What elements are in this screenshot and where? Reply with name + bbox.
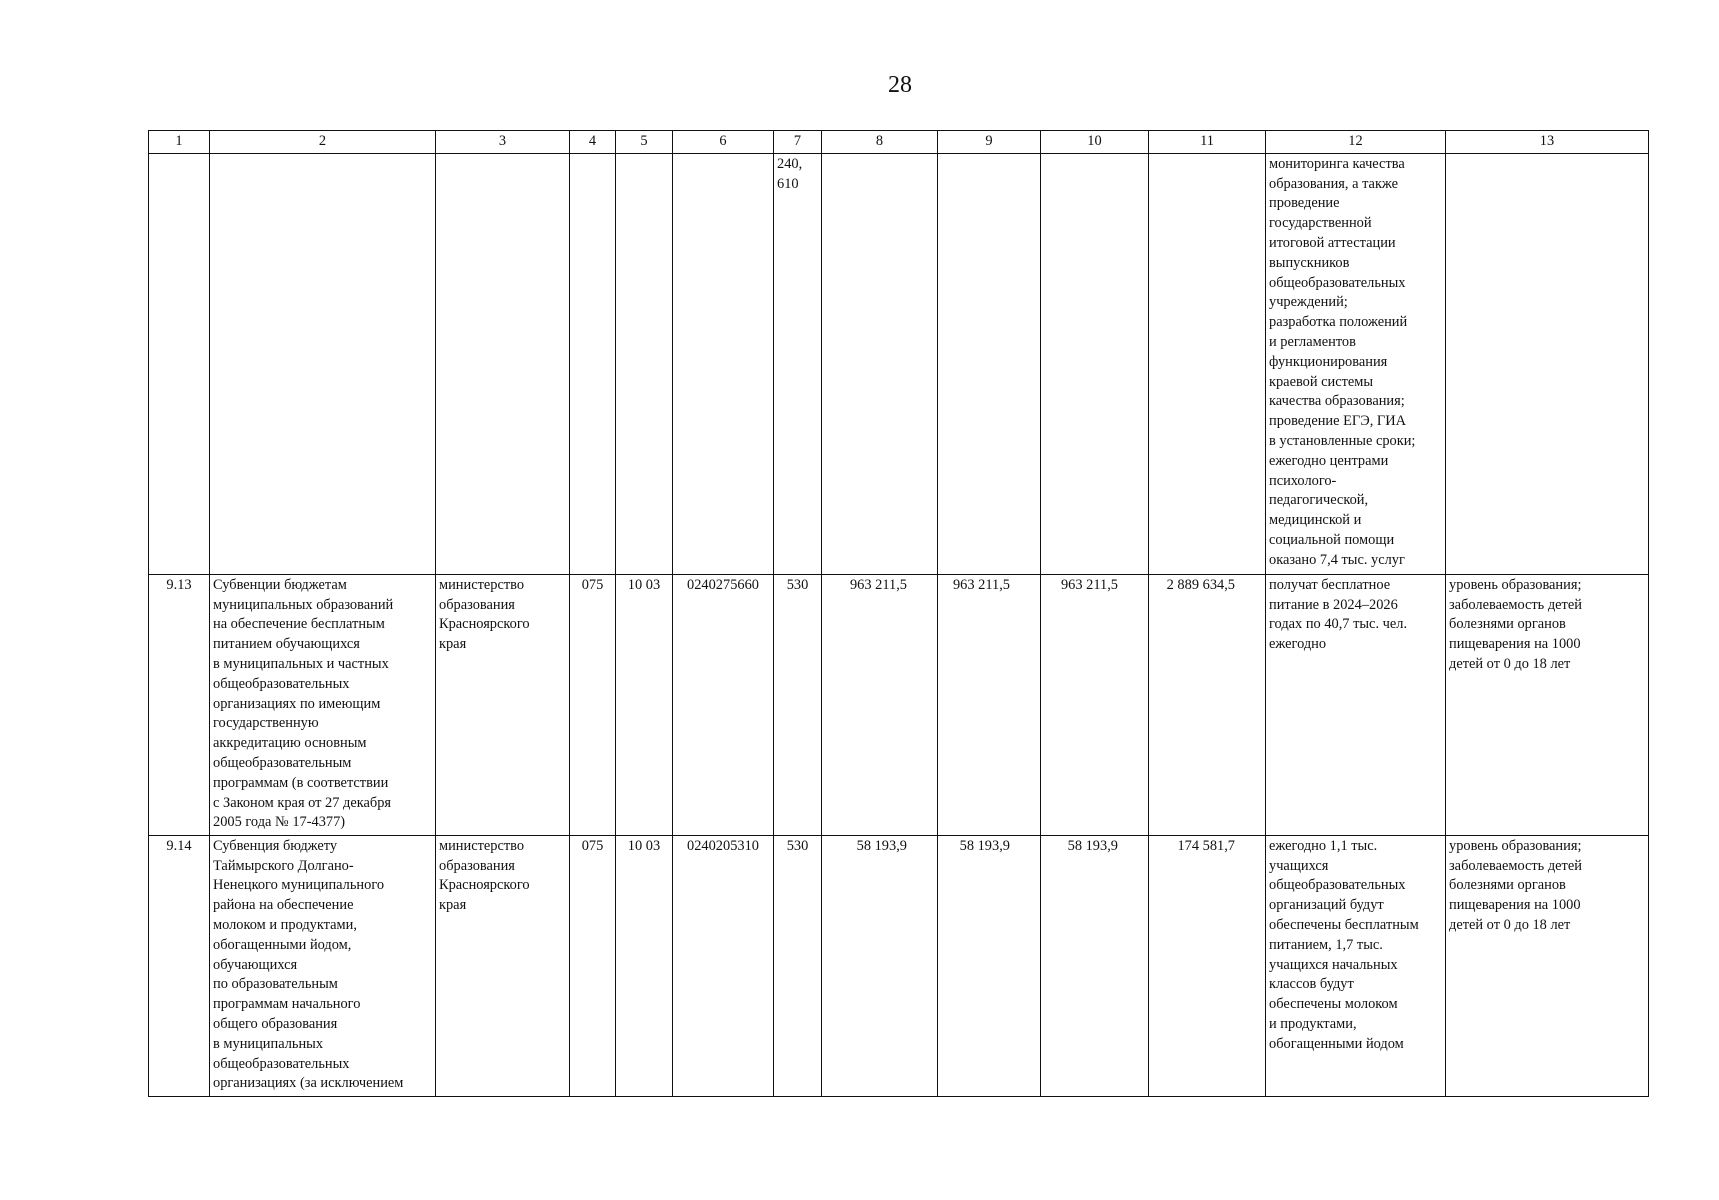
column-number-header: 12 (1266, 131, 1446, 154)
cell-amount-total: 174 581,7 (1149, 835, 1266, 1096)
table-row (149, 574, 1649, 835)
cell-code-section: 10 03 (616, 574, 673, 835)
cell-expense-type-codes: 240, 610 (774, 153, 822, 574)
column-number-header: 11 (1149, 131, 1266, 154)
column-number-header: 6 (673, 131, 774, 154)
column-number-header: 4 (570, 131, 616, 154)
cell-empty (436, 153, 570, 574)
cell-amount-2026: 963 211,5 (1041, 574, 1149, 835)
cell-empty (149, 153, 210, 574)
cell-expected-result: мониторинга качества образования, а также проведение государственной итоговой аттестации выпускников общеобразовательных учреждений; разработка положений и регламентов функционирования краевой системы качества образования; проведение ЕГЭ, ГИА в установленные сроки; ежегодно центрами психолого- педагогической, медицинской и социальной помощи оказано 7,4 тыс. услуг (1266, 153, 1446, 574)
cell-code-expense-type: 530 (774, 835, 822, 1096)
cell-code-grbs: 075 (570, 835, 616, 1096)
cell-activity-name: Субвенции бюджетам муниципальных образований на обеспечение бесплатным питанием обучающихся в муниципальных и частных общеобразовательных организациях по имеющим государственную аккредитацию основным общеобразовательным программам (в соответствии с Законом края от 27 декабря 2005 года № 17-4377) (210, 574, 436, 835)
cell-empty (1149, 153, 1266, 574)
cell-item-number: 9.13 (149, 574, 210, 835)
cell-code-target: 0240275660 (673, 574, 774, 835)
column-number-header: 13 (1446, 131, 1649, 154)
cell-administrator: министерство образования Красноярского края (436, 835, 570, 1096)
cell-amount-2024: 963 211,5 (822, 574, 938, 835)
column-number-header: 2 (210, 131, 436, 154)
cell-amount-total: 2 889 634,5 (1149, 574, 1266, 835)
cell-empty (1041, 153, 1149, 574)
cell-expected-result: ежегодно 1,1 тыс. учащихся общеобразовательных организаций будут обеспечены бесплатным питанием, 1,7 тыс. учащихся начальных классов будут обеспечены молоком и продуктами, обогащенными йодом (1266, 835, 1446, 1096)
cell-code-section: 10 03 (616, 835, 673, 1096)
cell-activity-name: Субвенция бюджету Таймырского Долгано- Ненецкого муниципального района на обеспечение молоком и продуктами, обогащенными йодом, обучающихся по образовательным программам начального общего образования в муниципальных общеобразовательных организациях (за исключением (210, 835, 436, 1096)
cell-item-number: 9.14 (149, 835, 210, 1096)
column-number-header-row (149, 131, 1649, 154)
column-number-header: 3 (436, 131, 570, 154)
page-number: 28 (888, 72, 912, 98)
cell-code-grbs: 075 (570, 574, 616, 835)
column-number-header: 5 (616, 131, 673, 154)
column-number-header: 7 (774, 131, 822, 154)
cell-empty (673, 153, 774, 574)
column-number-header: 9 (938, 131, 1041, 154)
cell-empty (822, 153, 938, 574)
cell-code-target: 0240205310 (673, 835, 774, 1096)
cell-administrator: министерство образования Красноярского края (436, 574, 570, 835)
cell-empty (938, 153, 1041, 574)
continuation-row (149, 153, 1649, 574)
column-number-header: 8 (822, 131, 938, 154)
cell-amount-2024: 58 193,9 (822, 835, 938, 1096)
cell-expected-result: получат бесплатное питание в 2024–2026 годах по 40,7 тыс. чел. ежегодно (1266, 574, 1446, 835)
column-number-header: 1 (149, 131, 210, 154)
cell-empty (570, 153, 616, 574)
cell-indicator: уровень образования; заболеваемость детей болезнями органов пищеварения на 1000 детей от 0 до 18 лет (1446, 574, 1649, 835)
cell-amount-2026: 58 193,9 (1041, 835, 1149, 1096)
column-number-header: 10 (1041, 131, 1149, 154)
cell-amount-2025: 58 193,9 (938, 835, 1041, 1096)
cell-empty (1446, 153, 1649, 574)
cell-code-expense-type: 530 (774, 574, 822, 835)
program-activities-table (148, 130, 1649, 1097)
table-row (149, 835, 1649, 1096)
cell-empty (210, 153, 436, 574)
cell-indicator: уровень образования; заболеваемость детей болезнями органов пищеварения на 1000 детей от 0 до 18 лет (1446, 835, 1649, 1096)
cell-amount-2025: 963 211,5 (938, 574, 1041, 835)
cell-empty (616, 153, 673, 574)
